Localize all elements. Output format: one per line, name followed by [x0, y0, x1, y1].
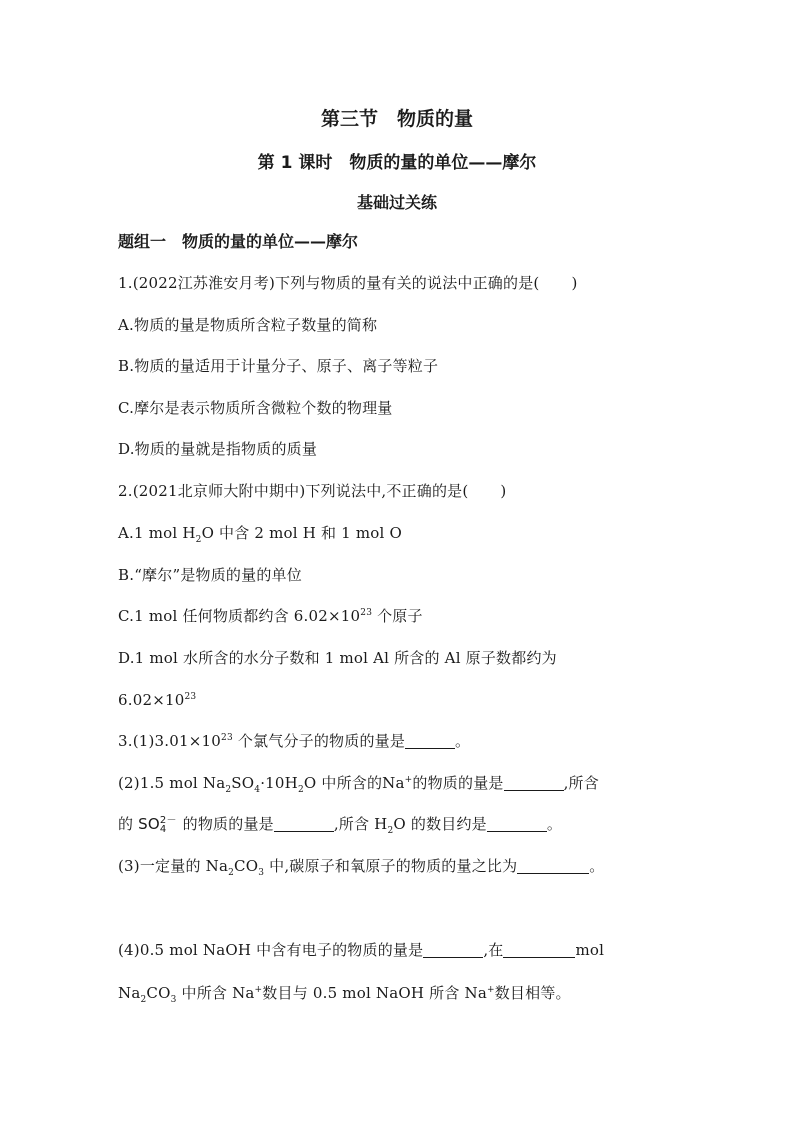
q3-part4-cont: $Na_2CO_3$ 中所含 Na+数目与 0.5 mol NaOH 所含 Na+数目相等。 — [118, 984, 571, 1005]
answer-blank[interactable] — [503, 941, 575, 958]
group-title: 题组一 物质的量的单位——摩尔 — [118, 232, 359, 251]
q3-part2: (2)1.5 mol $Na_2SO_4\cdot 10H_2O$ 中所含的Na+的物质的量是 ,所含 — [118, 774, 599, 795]
section-title: 第三节 物质的量 — [320, 108, 473, 130]
q1-stem: 1.(2022江苏淮安月考)下列与物质的量有关的说法中正确的是( ) — [118, 274, 578, 292]
q1-option-a[interactable]: A.物质的量是物质所含粒子数量的简称 — [118, 316, 378, 334]
q2-option-d[interactable]: D.1 mol 水所含的水分子数和 1 mol Al 所含的 Al 原子数都约为 — [118, 649, 557, 667]
q1-option-b[interactable]: B.物质的量适用于计量分子、原子、离子等粒子 — [118, 357, 439, 375]
q1-option-c[interactable]: C.摩尔是表示物质所含微粒个数的物理量 — [118, 399, 393, 417]
answer-blank[interactable] — [405, 732, 455, 749]
q3-part4: (4)0.5 mol NaOH 中含有电子的物质的量是 ,在 mol — [118, 941, 605, 959]
q1-option-d[interactable]: D.物质的量就是指物质的质量 — [118, 440, 318, 458]
q2-option-d-cont: $6.02\times 10^{23}$ — [118, 691, 197, 709]
q2-option-b[interactable]: B.“摩尔”是物质的量的单位 — [118, 566, 302, 584]
q3-part2-cont: 的 SO2－ 4 的物质的量是 ,所含 $H_2O$ 的数目约是 。 — [118, 814, 563, 836]
q3-part1: $3.(1)3.01\times 10^{23}$ 个氯气分子的物质的量是 。 — [118, 732, 471, 750]
answer-blank[interactable] — [274, 815, 334, 832]
lesson-title: 第 1 课时 物质的量的单位——摩尔 — [257, 153, 537, 173]
exercise-subtitle: 基础过关练 — [356, 193, 437, 212]
q2-stem: 2.(2021北京师大附中期中)下列说法中,不正确的是( ) — [118, 482, 507, 500]
q2-option-a[interactable]: A.1 mol $H_2O$ 中含 2 mol H 和 1 mol O — [118, 524, 402, 545]
answer-blank[interactable] — [504, 774, 564, 791]
sulfate-ion: SO2－ 4 — [138, 814, 177, 835]
answer-blank[interactable] — [517, 857, 589, 874]
q3-part3: (3)一定量的 $Na_2CO_3$ 中,碳原子和氧原子的物质的量之比为 。 — [118, 857, 605, 878]
answer-blank[interactable] — [423, 941, 483, 958]
q2-option-c[interactable]: C.1 mol 任何物质都约含 $6.02\times 10^{23}$ 个原子 — [118, 607, 423, 625]
answer-blank[interactable] — [487, 815, 547, 832]
